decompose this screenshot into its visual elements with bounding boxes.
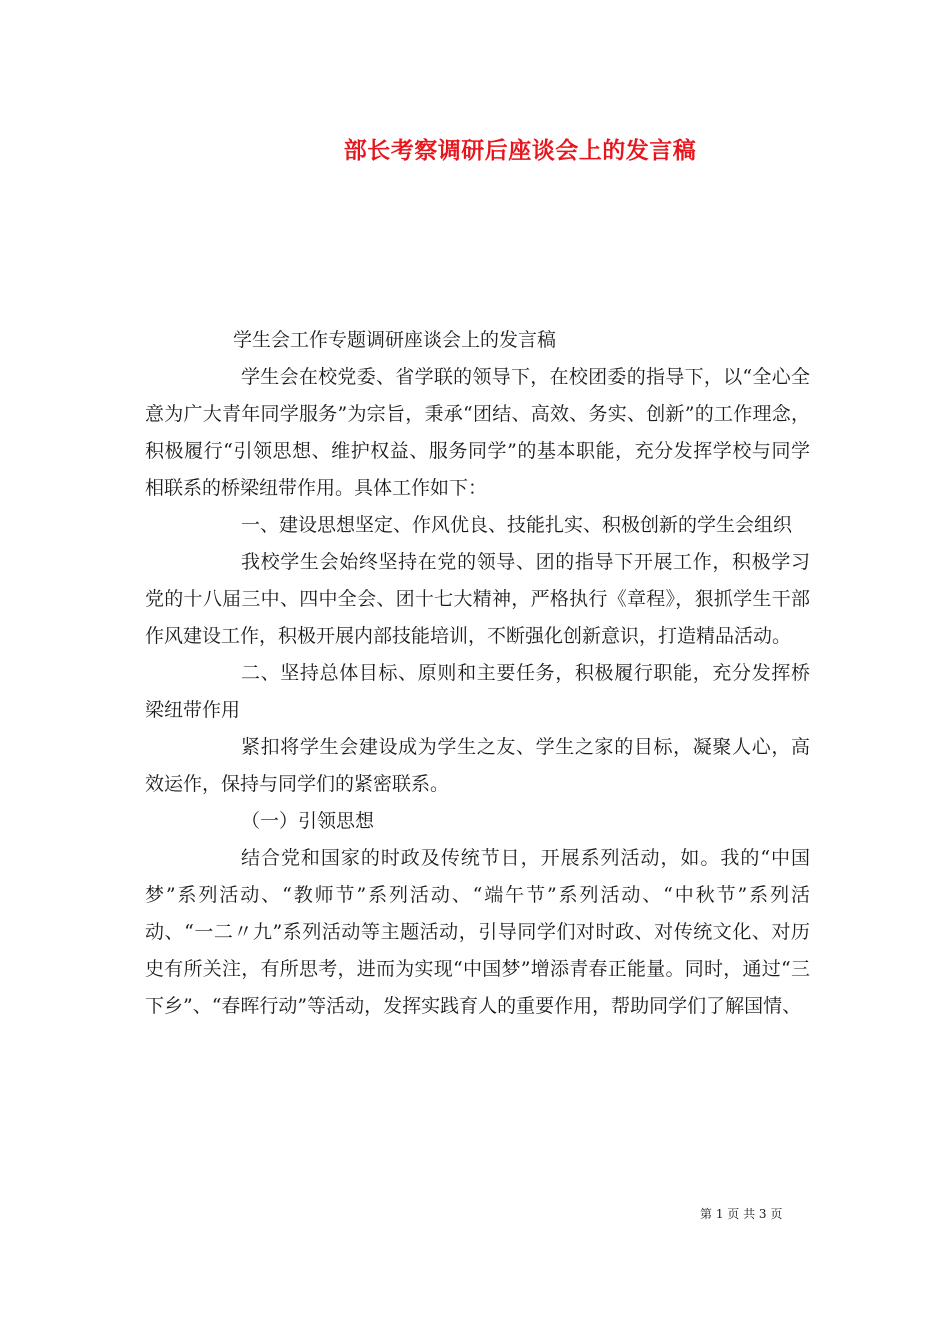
section-heading: 二、坚持总体目标、原则和主要任务，积极履行职能，充分发挥桥梁纽带作用 <box>145 662 810 721</box>
body-paragraph: 学生会在校党委、省学联的领导下，在校团委的指导下，以“全心全意为广大青年同学服务”为宗旨，秉承“团结、高效、务实、创新”的工作理念，积极履行“引领思想、维护权益、服务同学”的基本职能，充分发挥学校与同学相联系的桥梁纽带作用。具体工作如下： <box>145 366 810 499</box>
section-heading: 一、建设思想坚定、作风优良、技能扎实、积极创新的学生会组织 <box>241 514 793 536</box>
sub-section-heading: （一）引领思想 <box>241 810 375 832</box>
page-title: 部长考察调研后座谈会上的发言稿 <box>343 137 697 164</box>
document-body <box>145 322 810 1025</box>
body-paragraph: 我校学生会始终坚持在党的领导、团的指导下开展工作，积极学习党的十八届三中、四中全会、团十七大精神，严格执行《章程》，狠抓学生干部作风建设工作，积极开展内部技能培训，不断强化创新意识，打造精品活动。 <box>145 551 810 647</box>
body-paragraph: 结合党和国家的时政及传统节日，开展系列活动，如。我的“中国梦”系列活动、“教师节”系列活动、“端午节”系列活动、“中秋节”系列活动、“一二〃九”系列活动等主题活动，引导同学们对时政、对传统文化、对历史有所关注，有所思考，进而为实现“中国梦”增添青春正能量。同时，通过“三下乡”、“春晖行动”等活动，发挥实践育人的重要作用，帮助同学们了解国情、 <box>145 847 810 1017</box>
page-number-footer: 第 1 页 共 3 页 <box>700 1207 783 1221</box>
subtitle-paragraph: 学生会工作专题调研座谈会上的发言稿 <box>233 329 557 351</box>
body-paragraph: 紧扣将学生会建设成为学生之友、学生之家的目标，凝聚人心，高效运作，保持与同学们的紧密联系。 <box>145 736 810 795</box>
